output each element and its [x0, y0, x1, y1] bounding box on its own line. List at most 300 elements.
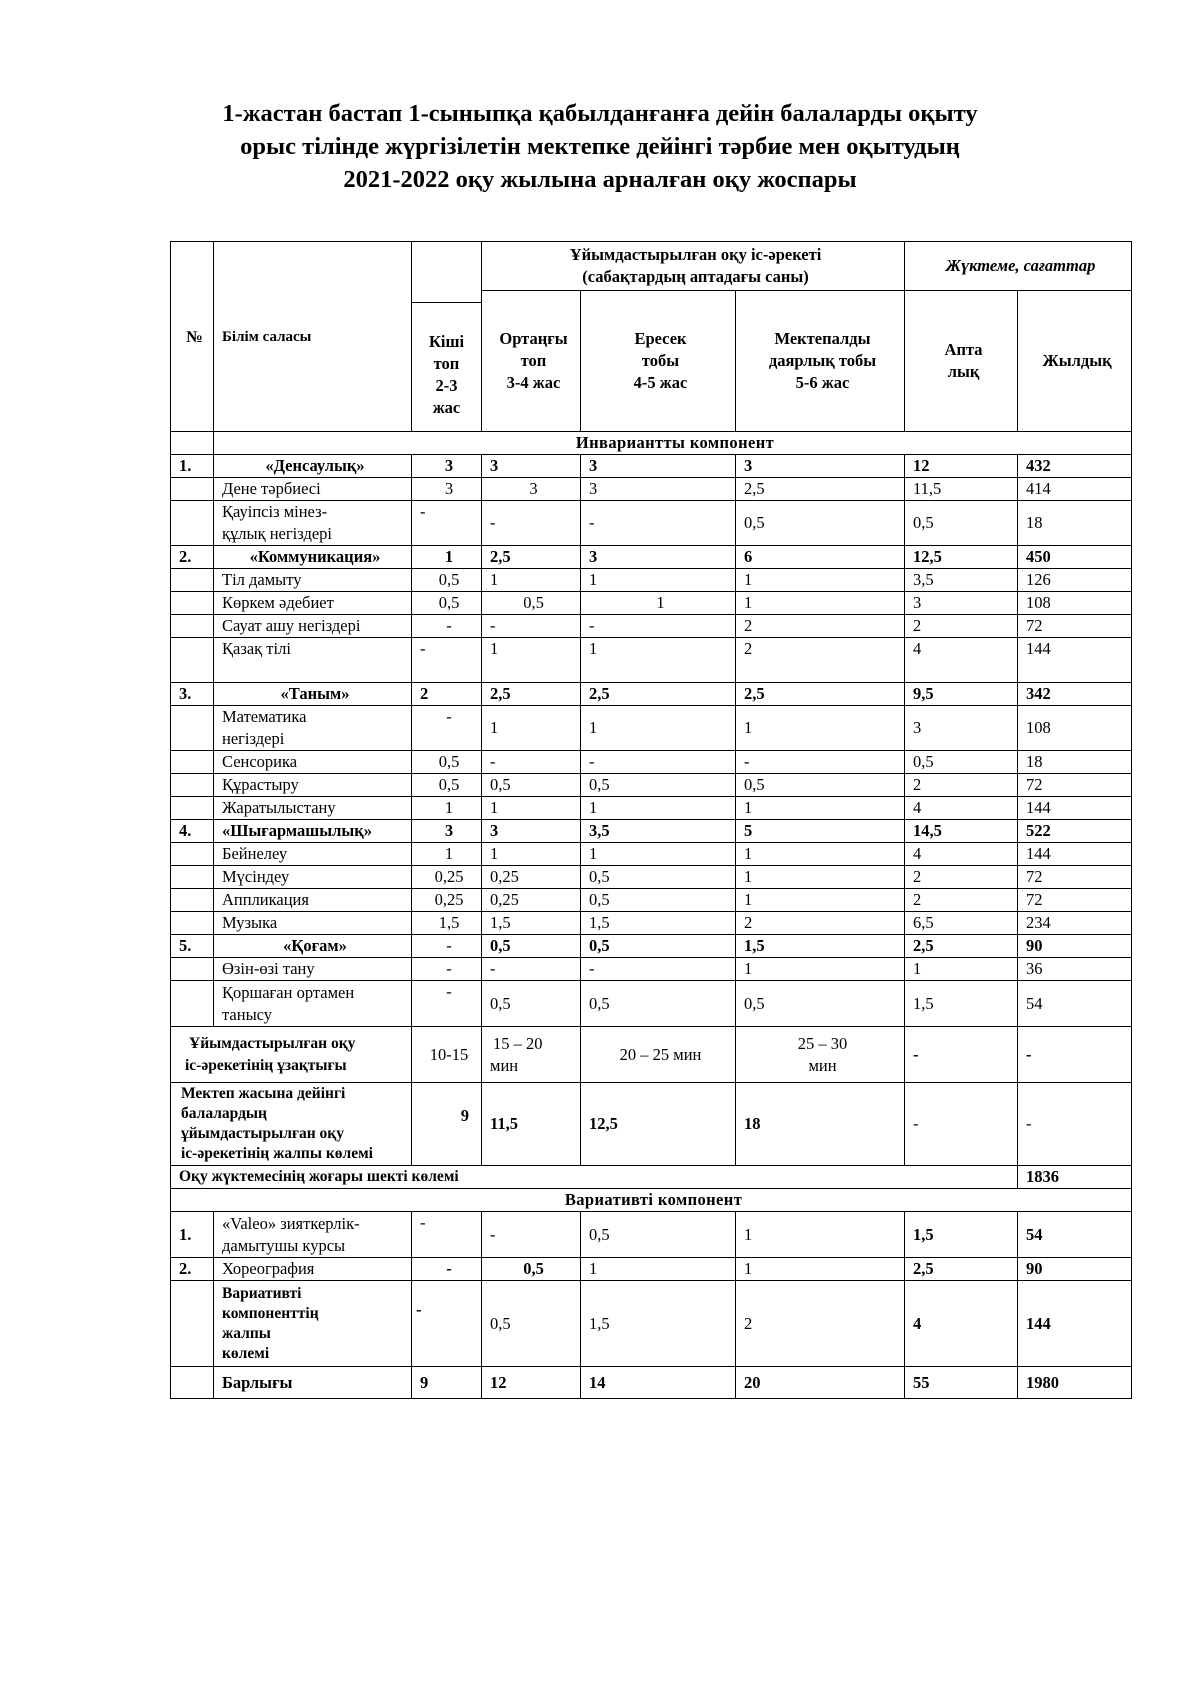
header-g4-l3: 5-6 жас — [795, 373, 850, 392]
cell: 0,25 — [482, 866, 581, 889]
cell — [171, 1367, 214, 1399]
cell: 1,5 — [736, 935, 905, 958]
cell: 2 — [905, 774, 1018, 797]
cell-line: 15 – 20 — [493, 1033, 543, 1053]
cell: 1 — [905, 958, 1018, 981]
header-g3-l2: тобы — [641, 351, 680, 370]
header-g1-l1: Кіші — [428, 332, 465, 352]
table-row — [171, 820, 1132, 843]
cell: - — [412, 981, 482, 1027]
cell: 1 — [581, 592, 736, 615]
max-load-label: Оқу жүктемесінің жоғары шекті көлемі — [171, 1166, 1018, 1189]
table-row — [171, 797, 1132, 820]
cell — [736, 1027, 905, 1083]
cell: - — [905, 1027, 1018, 1083]
cell: «Қоғам» — [214, 935, 412, 958]
cell: 18 — [1018, 751, 1132, 774]
cell: 144 — [1018, 638, 1132, 683]
cell: Құрастыру — [214, 774, 412, 797]
cell: 54 — [1018, 1212, 1132, 1258]
cell: 3 — [905, 706, 1018, 751]
total-activity-label — [171, 1083, 412, 1166]
header-week — [905, 291, 1018, 432]
cell: 1 — [736, 843, 905, 866]
cell: 1 — [581, 843, 736, 866]
cell: 4 — [905, 1281, 1018, 1367]
cell: 1,5 — [482, 912, 581, 935]
cell: 144 — [1018, 843, 1132, 866]
cell: 9 — [412, 1083, 482, 1166]
header-activity-line1: Ұйымдастырылған оқу іс-әрекеті — [569, 245, 822, 264]
cell: 0,5 — [581, 774, 736, 797]
cell: 0,5 — [482, 774, 581, 797]
header-g1-top — [412, 242, 482, 291]
cell — [171, 843, 214, 866]
cell: 0,25 — [412, 866, 482, 889]
cell: - — [581, 501, 736, 546]
total-activity-row — [171, 1083, 1132, 1166]
cell: 3. — [171, 683, 214, 706]
cell: 1 — [412, 843, 482, 866]
header-g2-l2: топ — [520, 351, 547, 370]
cell: 1 — [581, 569, 736, 592]
table-row — [171, 843, 1132, 866]
table-row — [171, 501, 1132, 546]
cell — [171, 912, 214, 935]
cell: 234 — [1018, 912, 1132, 935]
cell-line: дамытушы курсы — [222, 1235, 346, 1255]
cell: 2 — [736, 912, 905, 935]
table-row — [171, 866, 1132, 889]
duration-label-line2: іс-әрекетінің ұзақтығы — [185, 1056, 347, 1074]
cell: Дене тәрбиесі — [214, 478, 412, 501]
header-load: Жүктеме, сағаттар — [905, 242, 1132, 291]
cell-line: Қоршаған ортамен — [222, 982, 355, 1002]
cell: 12 — [905, 455, 1018, 478]
cell: 2. — [171, 1258, 214, 1281]
header-g1-l4: жас — [432, 398, 461, 418]
cell: Аппликация — [214, 889, 412, 912]
cell-line: құлық негіздері — [222, 524, 333, 543]
cell: - — [1018, 1083, 1132, 1166]
table-row — [171, 615, 1132, 638]
cell: 1. — [171, 455, 214, 478]
table-row — [171, 1212, 1132, 1258]
cell: 2 — [736, 1281, 905, 1367]
cell: 1 — [482, 706, 581, 751]
cell — [171, 751, 214, 774]
cell: 0,5 — [482, 592, 581, 615]
cell: 0,5 — [736, 501, 905, 546]
cell: 3 — [482, 455, 581, 478]
header-num: № — [171, 242, 214, 432]
cell — [171, 592, 214, 615]
cell: - — [482, 501, 581, 546]
table-row — [171, 455, 1132, 478]
header-g2-l1: Ортаңғы — [499, 329, 568, 348]
cell — [214, 1212, 412, 1258]
cell: 0,5 — [412, 592, 482, 615]
cell: - — [412, 638, 482, 683]
cell: - — [412, 615, 482, 638]
cell: - — [412, 935, 482, 958]
header-g2-l3: 3-4 жас — [506, 373, 561, 392]
cell: 11,5 — [905, 478, 1018, 501]
cell: 2. — [171, 546, 214, 569]
cell: - — [482, 958, 581, 981]
cell: Қазақ тілі — [214, 638, 412, 683]
cell: 3 — [581, 546, 736, 569]
cell-line: Вариативті — [222, 1284, 302, 1302]
cell: 1980 — [1018, 1367, 1132, 1399]
cell — [171, 638, 214, 683]
cell-line: ұйымдастырылған оқу — [181, 1125, 344, 1142]
cell: 4 — [905, 797, 1018, 820]
cell: 0,5 — [736, 981, 905, 1027]
table-row — [171, 592, 1132, 615]
cell: 3 — [412, 455, 482, 478]
cell: 12,5 — [581, 1083, 736, 1166]
cell: 20 — [736, 1367, 905, 1399]
cell-line: Математика — [222, 707, 307, 726]
cell: 2,5 — [736, 478, 905, 501]
cell: 1 — [581, 1258, 736, 1281]
cell: 2,5 — [482, 683, 581, 706]
cell-line: мин — [490, 1055, 519, 1075]
cell: 2,5 — [736, 683, 905, 706]
cell: 6,5 — [905, 912, 1018, 935]
cell: - — [412, 1212, 482, 1258]
cell: 0,5 — [905, 751, 1018, 774]
cell-line: 25 – 30 — [797, 1033, 848, 1053]
cell: Хореография — [214, 1258, 412, 1281]
cell: 1,5 — [581, 1281, 736, 1367]
cell: 2 — [736, 615, 905, 638]
cell: 1 — [482, 638, 581, 683]
cell — [214, 501, 412, 546]
cell: Жаратылыстану — [214, 797, 412, 820]
header-activity-line2: (сабақтардың аптадағы саны) — [582, 267, 809, 286]
cell: 10-15 — [412, 1027, 482, 1083]
cell: 144 — [1018, 797, 1132, 820]
table-row — [171, 683, 1132, 706]
cell-line: көлемі — [222, 1344, 270, 1362]
cell: 144 — [1018, 1281, 1132, 1367]
cell: 0,5 — [581, 935, 736, 958]
cell: Сенсорика — [214, 751, 412, 774]
cell — [214, 706, 412, 751]
cell: 5. — [171, 935, 214, 958]
header-g4-l1: Мектепалды — [774, 329, 871, 348]
cell: «Таным» — [214, 683, 412, 706]
cell: 1 — [736, 592, 905, 615]
cell: 1 — [581, 638, 736, 683]
cell: - — [905, 1083, 1018, 1166]
header-area: Білім саласы — [214, 242, 412, 432]
cell: Бейнелеу — [214, 843, 412, 866]
header-g1-l2: топ — [433, 354, 460, 374]
cell: - — [1018, 1027, 1132, 1083]
cell: 1,5 — [905, 1212, 1018, 1258]
cell: 432 — [1018, 455, 1132, 478]
cell: 0,25 — [412, 889, 482, 912]
cell: 0,5 — [581, 981, 736, 1027]
cell: 3 — [581, 455, 736, 478]
cell: 11,5 — [482, 1083, 581, 1166]
cell: - — [412, 501, 482, 546]
header-week-l2: лық — [947, 362, 980, 381]
max-load-row — [171, 1166, 1132, 1189]
cell: 1 — [412, 546, 482, 569]
cell: «Коммуникация» — [214, 546, 412, 569]
cell: 1 — [482, 569, 581, 592]
cell: 0,5 — [581, 866, 736, 889]
cell: 0,5 — [482, 1258, 581, 1281]
cell: 450 — [1018, 546, 1132, 569]
cell: 4 — [905, 638, 1018, 683]
cell: - — [581, 615, 736, 638]
table-row — [171, 889, 1132, 912]
cell: 3,5 — [905, 569, 1018, 592]
table-row — [171, 638, 1132, 683]
cell: 90 — [1018, 935, 1132, 958]
cell: 5 — [736, 820, 905, 843]
cell: 12 — [482, 1367, 581, 1399]
cell: 0,5 — [581, 1212, 736, 1258]
cell — [482, 1027, 581, 1083]
cell — [171, 569, 214, 592]
cell: 14,5 — [905, 820, 1018, 843]
cell: 72 — [1018, 866, 1132, 889]
variative-total-label — [214, 1281, 412, 1367]
cell: 0,5 — [412, 569, 482, 592]
max-load-value: 1836 — [1018, 1166, 1132, 1189]
cell-line: жалпы — [222, 1324, 271, 1342]
cell: 9,5 — [905, 683, 1018, 706]
cell — [171, 1281, 214, 1367]
cell: 1 — [736, 569, 905, 592]
cell — [171, 797, 214, 820]
cell: 522 — [1018, 820, 1132, 843]
cell: 2,5 — [581, 683, 736, 706]
cell-line: «Valeo» зияткерлік- — [222, 1213, 360, 1233]
cell: 54 — [1018, 981, 1132, 1027]
cell — [171, 706, 214, 751]
cell: 0,5 — [736, 774, 905, 797]
cell: 108 — [1018, 592, 1132, 615]
cell: - — [482, 751, 581, 774]
table-row — [171, 1281, 1132, 1367]
section-num-empty — [171, 432, 214, 455]
cell: Тіл дамыту — [214, 569, 412, 592]
cell — [171, 866, 214, 889]
title-line-1: 1-жастан бастап 1-сыныпқа қабылданғанға дейін балаларды оқыту — [222, 100, 978, 127]
cell: 1,5 — [905, 981, 1018, 1027]
cell: 1. — [171, 1212, 214, 1258]
cell: 1,5 — [412, 912, 482, 935]
table-row — [171, 751, 1132, 774]
cell: 6 — [736, 546, 905, 569]
header-g1-l3: 2-3 — [435, 376, 458, 396]
cell: 2 — [412, 683, 482, 706]
cell: 414 — [1018, 478, 1132, 501]
cell: 2,5 — [905, 935, 1018, 958]
cell: 1 — [581, 797, 736, 820]
cell: Мүсіндеу — [214, 866, 412, 889]
total-row — [171, 1367, 1132, 1399]
cell: 3 — [581, 478, 736, 501]
cell: 0,5 — [482, 935, 581, 958]
cell: 3 — [482, 478, 581, 501]
cell: Көркем әдебиет — [214, 592, 412, 615]
cell: 0,5 — [482, 1281, 581, 1367]
section-invariant: Инвариантты компонент — [214, 432, 1132, 455]
cell: 2 — [905, 615, 1018, 638]
table-row — [171, 981, 1132, 1027]
cell — [171, 501, 214, 546]
header-activity — [482, 242, 905, 291]
header-year: Жылдық — [1018, 291, 1132, 432]
cell: - — [736, 751, 905, 774]
cell: 4. — [171, 820, 214, 843]
cell: 20 – 25 мин — [581, 1027, 736, 1083]
cell: 55 — [905, 1367, 1018, 1399]
header-g4 — [736, 291, 905, 432]
cell: - — [412, 1281, 482, 1367]
cell: 3 — [736, 455, 905, 478]
cell — [214, 981, 412, 1027]
cell: 3 — [412, 820, 482, 843]
table-row — [171, 478, 1132, 501]
cell: «Денсаулық» — [214, 455, 412, 478]
header-g4-l2: даярлық тобы — [768, 351, 877, 370]
section-variative: Вариативті компонент — [171, 1189, 1132, 1212]
cell — [171, 615, 214, 638]
table-row — [171, 569, 1132, 592]
cell: 3 — [412, 478, 482, 501]
duration-label-line1: Ұйымдастырылған оқу — [189, 1034, 356, 1052]
table-row — [171, 1258, 1132, 1281]
cell: 1 — [736, 1212, 905, 1258]
cell: 2,5 — [905, 1258, 1018, 1281]
cell: - — [581, 751, 736, 774]
header-week-l1: Апта — [944, 340, 983, 359]
cell: 3,5 — [581, 820, 736, 843]
cell: - — [412, 1258, 482, 1281]
cell-line: Қауіпсіз мінез- — [222, 502, 328, 521]
cell: 1 — [581, 706, 736, 751]
cell: 3 — [905, 592, 1018, 615]
cell: 9 — [412, 1367, 482, 1399]
duration-label — [171, 1027, 412, 1083]
cell: - — [482, 615, 581, 638]
cell: 3 — [482, 820, 581, 843]
curriculum-table — [170, 241, 1132, 1399]
cell: 12,5 — [905, 546, 1018, 569]
cell — [171, 981, 214, 1027]
cell: 18 — [736, 1083, 905, 1166]
cell-line: танысу — [222, 1004, 273, 1024]
cell: 0,25 — [482, 889, 581, 912]
cell: 0,5 — [482, 981, 581, 1027]
cell: 1 — [736, 1258, 905, 1281]
cell: 1 — [412, 797, 482, 820]
cell: Барлығы — [214, 1367, 412, 1399]
cell: 1 — [482, 797, 581, 820]
cell: 0,5 — [412, 751, 482, 774]
cell: 18 — [1018, 501, 1132, 546]
cell — [171, 478, 214, 501]
cell: 1 — [736, 958, 905, 981]
cell: - — [581, 958, 736, 981]
header-g1 — [412, 291, 482, 432]
cell: 126 — [1018, 569, 1132, 592]
cell-line: компоненттің — [222, 1304, 319, 1322]
cell: 14 — [581, 1367, 736, 1399]
cell: «Шығармашылық» — [214, 820, 412, 843]
cell: - — [482, 1212, 581, 1258]
header-g2 — [482, 291, 581, 432]
table-row — [171, 774, 1132, 797]
cell: 4 — [905, 843, 1018, 866]
cell: 72 — [1018, 615, 1132, 638]
cell — [171, 958, 214, 981]
cell-line: Мектеп жасына дейінгі — [181, 1085, 346, 1102]
cell: - — [412, 706, 482, 751]
cell: 2 — [905, 866, 1018, 889]
cell: 90 — [1018, 1258, 1132, 1281]
cell: 1,5 — [581, 912, 736, 935]
cell: Өзін-өзі тану — [214, 958, 412, 981]
title-line-3: 2021-2022 оқу жылына арналған оқу жоспары — [343, 166, 857, 193]
table-row — [171, 546, 1132, 569]
header-g3 — [581, 291, 736, 432]
cell: 1 — [736, 889, 905, 912]
title-line-2: орыс тілінде жүргізілетін мектепке дейінгі тәрбие мен оқытудың — [240, 133, 960, 160]
table-row — [171, 935, 1132, 958]
cell: 72 — [1018, 889, 1132, 912]
cell-line: іс-әрекетінің жалпы көлемі — [181, 1145, 373, 1162]
cell: 108 — [1018, 706, 1132, 751]
cell-line: балалардың — [181, 1105, 267, 1122]
table-row — [171, 912, 1132, 935]
cell: 1 — [482, 843, 581, 866]
cell: 2 — [736, 638, 905, 683]
cell: 72 — [1018, 774, 1132, 797]
cell: Сауат ашу негіздері — [214, 615, 412, 638]
table-row — [171, 706, 1132, 751]
duration-row — [171, 1027, 1132, 1083]
cell: 1 — [736, 866, 905, 889]
cell: 0,5 — [581, 889, 736, 912]
cell: Музыка — [214, 912, 412, 935]
cell-line: негіздері — [222, 729, 285, 748]
cell: 1 — [736, 797, 905, 820]
cell: 2 — [905, 889, 1018, 912]
cell: 36 — [1018, 958, 1132, 981]
header-g3-l3: 4-5 жас — [633, 373, 688, 392]
table-row — [171, 958, 1132, 981]
cell: 1 — [736, 706, 905, 751]
cell — [171, 889, 214, 912]
cell — [171, 774, 214, 797]
cell: 2,5 — [482, 546, 581, 569]
cell: 0,5 — [412, 774, 482, 797]
cell: - — [412, 958, 482, 981]
cell: 342 — [1018, 683, 1132, 706]
header-g3-l1: Ересек — [634, 329, 687, 348]
cell-line: мин — [808, 1055, 837, 1075]
